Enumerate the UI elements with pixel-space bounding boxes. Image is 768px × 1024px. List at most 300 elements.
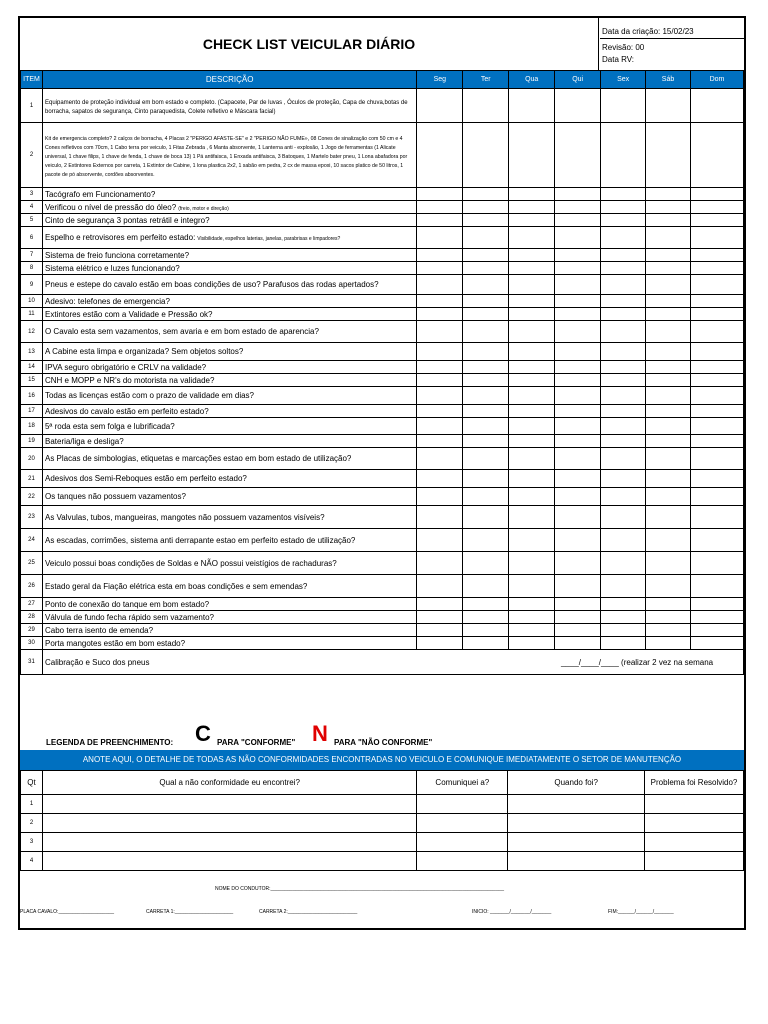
item-note: (freio, motor e direção) xyxy=(178,205,229,212)
nc-input-cell[interactable] xyxy=(508,795,645,814)
item-number: 18 xyxy=(21,418,43,435)
day-check-cell[interactable] xyxy=(601,262,646,275)
item-text: Os tanques não possuem vazamentos? xyxy=(44,492,186,501)
day-check-cell[interactable] xyxy=(417,361,463,374)
day-check-cell[interactable] xyxy=(463,435,509,448)
day-check-cell[interactable] xyxy=(691,506,744,529)
day-check-cell[interactable] xyxy=(646,470,691,488)
day-check-cell[interactable] xyxy=(601,89,646,123)
nc-input-cell[interactable] xyxy=(645,795,744,814)
item-note: Visibilidade, espelhos laterias, janelas, parabrisas e limpadores? xyxy=(197,236,341,242)
day-check-cell[interactable] xyxy=(417,529,463,552)
day-check-cell[interactable] xyxy=(601,321,646,343)
day-check-cell[interactable] xyxy=(509,387,555,405)
day-check-cell[interactable] xyxy=(601,529,646,552)
day-check-cell[interactable] xyxy=(463,188,509,201)
day-check-cell[interactable] xyxy=(555,361,601,374)
day-check-cell[interactable] xyxy=(646,227,691,249)
day-check-cell[interactable] xyxy=(463,470,509,488)
day-check-cell[interactable] xyxy=(509,405,555,418)
nc-input-cell[interactable] xyxy=(508,814,645,833)
item-text: A Cabine esta limpa e organizada? Sem objetos soltos? xyxy=(44,347,244,356)
item-number: 30 xyxy=(21,637,43,650)
day-check-cell[interactable] xyxy=(417,575,463,598)
day-check-cell[interactable] xyxy=(509,321,555,343)
day-check-cell[interactable] xyxy=(555,262,601,275)
day-check-cell[interactable] xyxy=(691,275,744,295)
start-date-field[interactable]: INICIO: _______/_______/_______ xyxy=(472,909,552,915)
day-check-cell[interactable] xyxy=(646,637,691,650)
day-check-cell[interactable] xyxy=(646,387,691,405)
day-check-cell[interactable] xyxy=(601,470,646,488)
day-check-cell[interactable] xyxy=(646,89,691,123)
day-check-cell[interactable] xyxy=(555,343,601,361)
day-check-cell[interactable] xyxy=(509,435,555,448)
day-check-cell[interactable] xyxy=(601,227,646,249)
day-check-cell[interactable] xyxy=(601,435,646,448)
day-check-cell[interactable] xyxy=(463,488,509,506)
day-check-cell[interactable] xyxy=(691,374,744,387)
day-check-cell[interactable] xyxy=(646,308,691,321)
item-description xyxy=(42,650,743,675)
day-check-cell[interactable] xyxy=(646,611,691,624)
day-check-cell[interactable] xyxy=(463,529,509,552)
item-text: Equipamento de proteção individual em bom estado e completo. (Capacete, Par de luvas , Óculos de proteção, Capa de chuva,botas de borracha, sapatos de segurança, Cinto paraquedista, Colete refletivo e Máscara facial) xyxy=(44,99,408,115)
day-check-cell[interactable] xyxy=(646,361,691,374)
day-check-cell[interactable] xyxy=(509,624,555,637)
item-text: Sistema de freio funciona corretamente? xyxy=(44,250,190,260)
day-check-cell[interactable] xyxy=(509,343,555,361)
day-check-cell[interactable] xyxy=(555,387,601,405)
day-check-cell[interactable] xyxy=(646,418,691,435)
table-row xyxy=(21,650,744,675)
column-header: Sex xyxy=(601,71,646,89)
day-check-cell[interactable] xyxy=(509,308,555,321)
day-check-cell[interactable] xyxy=(646,598,691,611)
day-check-cell[interactable] xyxy=(555,529,601,552)
day-check-cell[interactable] xyxy=(601,374,646,387)
item-description xyxy=(42,448,416,470)
item-number: 25 xyxy=(21,552,43,575)
day-check-cell[interactable] xyxy=(691,123,744,188)
nc-row xyxy=(21,852,744,871)
nc-input-cell[interactable] xyxy=(42,833,416,852)
day-check-cell[interactable] xyxy=(463,227,509,249)
day-check-cell[interactable] xyxy=(509,123,555,188)
day-check-cell[interactable] xyxy=(417,188,463,201)
item-description xyxy=(42,506,416,529)
day-check-cell[interactable] xyxy=(555,214,601,227)
day-check-cell[interactable] xyxy=(646,405,691,418)
day-check-cell[interactable] xyxy=(463,249,509,262)
table-row xyxy=(21,249,744,262)
item-description xyxy=(42,637,416,650)
day-check-cell[interactable] xyxy=(601,308,646,321)
legend-n-letter: N xyxy=(312,721,328,746)
day-check-cell[interactable] xyxy=(691,361,744,374)
table-row xyxy=(21,374,744,387)
day-check-cell[interactable] xyxy=(509,361,555,374)
day-check-cell[interactable] xyxy=(691,448,744,470)
nc-input-cell[interactable] xyxy=(42,814,416,833)
day-check-cell[interactable] xyxy=(691,262,744,275)
day-check-cell[interactable] xyxy=(417,295,463,308)
day-check-cell[interactable] xyxy=(417,275,463,295)
day-check-cell[interactable] xyxy=(555,227,601,249)
day-check-cell[interactable] xyxy=(509,598,555,611)
nc-input-cell[interactable] xyxy=(42,852,416,871)
table-row xyxy=(21,448,744,470)
day-check-cell[interactable] xyxy=(555,611,601,624)
day-check-cell[interactable] xyxy=(509,611,555,624)
day-check-cell[interactable] xyxy=(463,448,509,470)
day-check-cell[interactable] xyxy=(646,624,691,637)
day-check-cell[interactable] xyxy=(417,418,463,435)
day-check-cell[interactable] xyxy=(555,321,601,343)
day-check-cell[interactable] xyxy=(646,448,691,470)
day-check-cell[interactable] xyxy=(463,201,509,214)
nc-input-cell[interactable] xyxy=(645,814,744,833)
table-row xyxy=(21,295,744,308)
day-check-cell[interactable] xyxy=(463,611,509,624)
day-check-cell[interactable] xyxy=(463,214,509,227)
day-check-cell[interactable] xyxy=(417,89,463,123)
day-check-cell[interactable] xyxy=(691,637,744,650)
day-check-cell[interactable] xyxy=(555,275,601,295)
day-check-cell[interactable] xyxy=(601,295,646,308)
day-check-cell[interactable] xyxy=(646,488,691,506)
table-row xyxy=(21,321,744,343)
day-check-cell[interactable] xyxy=(691,227,744,249)
day-check-cell[interactable] xyxy=(417,506,463,529)
legend-c-letter: C xyxy=(195,721,211,746)
nc-row-number: 1 xyxy=(21,795,43,814)
item-text: Cinto de segurança 3 pontas retrátil e integro? xyxy=(44,215,210,225)
day-check-cell[interactable] xyxy=(509,448,555,470)
day-check-cell[interactable] xyxy=(691,214,744,227)
day-check-cell[interactable] xyxy=(555,405,601,418)
day-check-cell[interactable] xyxy=(463,343,509,361)
driver-name-field[interactable]: NOME DO CONDUTOR:____________________________________________________________________________________ xyxy=(215,886,505,892)
day-check-cell[interactable] xyxy=(463,321,509,343)
item-text: Calibração e Suco dos pneus xyxy=(44,657,150,667)
item-description xyxy=(42,361,416,374)
day-check-cell[interactable] xyxy=(509,89,555,123)
day-check-cell[interactable] xyxy=(601,343,646,361)
day-check-cell[interactable] xyxy=(555,470,601,488)
day-check-cell[interactable] xyxy=(555,506,601,529)
day-check-cell[interactable] xyxy=(555,448,601,470)
day-check-cell[interactable] xyxy=(509,470,555,488)
day-check-cell[interactable] xyxy=(646,343,691,361)
day-check-cell[interactable] xyxy=(555,488,601,506)
checklist-table xyxy=(20,70,744,675)
nc-column-header: Qt xyxy=(21,771,43,795)
table-row xyxy=(21,488,744,506)
day-check-cell[interactable] xyxy=(417,321,463,343)
day-check-cell[interactable] xyxy=(463,418,509,435)
day-check-cell[interactable] xyxy=(646,262,691,275)
table-row xyxy=(21,506,744,529)
table-row xyxy=(21,552,744,575)
day-check-cell[interactable] xyxy=(691,611,744,624)
day-check-cell[interactable] xyxy=(555,188,601,201)
day-check-cell[interactable] xyxy=(646,214,691,227)
table-row xyxy=(21,201,744,214)
day-check-cell[interactable] xyxy=(417,249,463,262)
day-check-cell[interactable] xyxy=(417,611,463,624)
day-check-cell[interactable] xyxy=(601,275,646,295)
item-number: 26 xyxy=(21,575,43,598)
day-check-cell[interactable] xyxy=(691,188,744,201)
item-number: 23 xyxy=(21,506,43,529)
day-check-cell[interactable] xyxy=(417,308,463,321)
day-check-cell[interactable] xyxy=(601,598,646,611)
day-check-cell[interactable] xyxy=(463,405,509,418)
table-row xyxy=(21,387,744,405)
plate-field[interactable]: PLACA CAVALO:____________________ xyxy=(20,909,115,915)
day-check-cell[interactable] xyxy=(601,624,646,637)
day-check-cell[interactable] xyxy=(417,637,463,650)
day-check-cell[interactable] xyxy=(691,624,744,637)
day-check-cell[interactable] xyxy=(601,552,646,575)
nc-input-cell[interactable] xyxy=(42,795,416,814)
item-text: Estado geral da Fiação elétrica esta em boas condições e sem emendas? xyxy=(44,581,308,591)
day-check-cell[interactable] xyxy=(509,214,555,227)
day-check-cell[interactable] xyxy=(555,575,601,598)
item-number: 4 xyxy=(21,201,43,214)
day-check-cell[interactable] xyxy=(691,295,744,308)
day-check-cell[interactable] xyxy=(555,89,601,123)
nc-input-cell[interactable] xyxy=(417,814,508,833)
day-check-cell[interactable] xyxy=(601,575,646,598)
day-check-cell[interactable] xyxy=(555,123,601,188)
table-row xyxy=(21,611,744,624)
nc-column-header: Quando foi? xyxy=(508,771,645,795)
header xyxy=(20,18,744,71)
nc-input-cell[interactable] xyxy=(417,795,508,814)
day-check-cell[interactable] xyxy=(417,470,463,488)
day-check-cell[interactable] xyxy=(646,374,691,387)
day-check-cell[interactable] xyxy=(463,374,509,387)
day-check-cell[interactable] xyxy=(463,295,509,308)
item-number: 27 xyxy=(21,598,43,611)
item-description xyxy=(42,575,416,598)
day-check-cell[interactable] xyxy=(417,405,463,418)
day-check-cell[interactable] xyxy=(463,361,509,374)
day-check-cell[interactable] xyxy=(509,506,555,529)
day-check-cell[interactable] xyxy=(509,529,555,552)
day-check-cell[interactable] xyxy=(417,624,463,637)
day-check-cell[interactable] xyxy=(555,552,601,575)
day-check-cell[interactable] xyxy=(691,529,744,552)
item-number: 8 xyxy=(21,262,43,275)
day-check-cell[interactable] xyxy=(417,488,463,506)
day-check-cell[interactable] xyxy=(691,405,744,418)
day-check-cell[interactable] xyxy=(509,227,555,249)
legend xyxy=(20,721,744,750)
item-text: Pneus e estepe do cavalo estão em boas condições de uso? Parafusos das rodas apertados? xyxy=(44,280,379,289)
day-check-cell[interactable] xyxy=(646,506,691,529)
day-check-cell[interactable] xyxy=(601,506,646,529)
day-check-cell[interactable] xyxy=(601,201,646,214)
day-check-cell[interactable] xyxy=(601,448,646,470)
day-check-cell[interactable] xyxy=(601,611,646,624)
trailer1-field[interactable]: CARRETA 1:_____________________ xyxy=(146,909,234,915)
day-check-cell[interactable] xyxy=(601,488,646,506)
day-check-cell[interactable] xyxy=(555,624,601,637)
item-description xyxy=(42,488,416,506)
day-check-cell[interactable] xyxy=(691,249,744,262)
day-check-cell[interactable] xyxy=(509,637,555,650)
day-check-cell[interactable] xyxy=(555,435,601,448)
day-check-cell[interactable] xyxy=(463,387,509,405)
day-check-cell[interactable] xyxy=(555,201,601,214)
day-check-cell[interactable] xyxy=(509,552,555,575)
day-check-cell[interactable] xyxy=(463,308,509,321)
day-check-cell[interactable] xyxy=(463,552,509,575)
day-check-cell[interactable] xyxy=(509,295,555,308)
column-header: Sáb xyxy=(646,71,691,89)
nc-row xyxy=(21,814,744,833)
day-check-cell[interactable] xyxy=(509,201,555,214)
day-check-cell[interactable] xyxy=(601,249,646,262)
day-check-cell[interactable] xyxy=(417,387,463,405)
day-check-cell[interactable] xyxy=(417,552,463,575)
item-number: 24 xyxy=(21,529,43,552)
item-description xyxy=(42,321,416,343)
day-check-cell[interactable] xyxy=(463,123,509,188)
day-check-cell[interactable] xyxy=(555,637,601,650)
day-check-cell[interactable] xyxy=(691,387,744,405)
day-check-cell[interactable] xyxy=(691,321,744,343)
day-check-cell[interactable] xyxy=(463,575,509,598)
day-check-cell[interactable] xyxy=(509,275,555,295)
day-check-cell[interactable] xyxy=(417,262,463,275)
day-check-cell[interactable] xyxy=(417,201,463,214)
day-check-cell[interactable] xyxy=(463,637,509,650)
day-check-cell[interactable] xyxy=(646,295,691,308)
day-check-cell[interactable] xyxy=(601,123,646,188)
day-check-cell[interactable] xyxy=(555,598,601,611)
day-check-cell[interactable] xyxy=(691,308,744,321)
day-check-cell[interactable] xyxy=(646,321,691,343)
item-text: IPVA seguro obrigatório e CRLV na validade? xyxy=(44,362,207,372)
day-check-cell[interactable] xyxy=(509,418,555,435)
day-check-cell[interactable] xyxy=(509,249,555,262)
day-check-cell[interactable] xyxy=(646,188,691,201)
day-check-cell[interactable] xyxy=(646,575,691,598)
item-number: 5 xyxy=(21,214,43,227)
creation-date: Data da criação: 15/02/23 xyxy=(602,27,694,36)
day-check-cell[interactable] xyxy=(417,227,463,249)
date-rv: Data RV: xyxy=(602,55,635,64)
day-check-cell[interactable] xyxy=(463,262,509,275)
day-check-cell[interactable] xyxy=(691,201,744,214)
nc-input-cell[interactable] xyxy=(417,852,508,871)
item-text: Adesivo: telefones de emergencia? xyxy=(44,296,170,306)
day-check-cell[interactable] xyxy=(691,89,744,123)
day-check-cell[interactable] xyxy=(691,435,744,448)
day-check-cell[interactable] xyxy=(691,488,744,506)
document-meta xyxy=(600,18,744,70)
nc-input-cell[interactable] xyxy=(508,852,645,871)
day-check-cell[interactable] xyxy=(509,488,555,506)
day-check-cell[interactable] xyxy=(601,214,646,227)
item-description xyxy=(42,624,416,637)
meta-divider xyxy=(600,38,744,39)
day-check-cell[interactable] xyxy=(691,552,744,575)
day-check-cell[interactable] xyxy=(555,249,601,262)
day-check-cell[interactable] xyxy=(691,343,744,361)
item-description xyxy=(42,470,416,488)
day-check-cell[interactable] xyxy=(417,435,463,448)
nc-input-cell[interactable] xyxy=(508,833,645,852)
day-check-cell[interactable] xyxy=(463,89,509,123)
trailer2-field[interactable]: CARRETA 2:_________________________ xyxy=(259,909,358,915)
day-check-cell[interactable] xyxy=(463,598,509,611)
day-check-cell[interactable] xyxy=(509,188,555,201)
day-check-cell[interactable] xyxy=(601,188,646,201)
day-check-cell[interactable] xyxy=(417,448,463,470)
day-check-cell[interactable] xyxy=(646,275,691,295)
day-check-cell[interactable] xyxy=(646,123,691,188)
day-check-cell[interactable] xyxy=(646,552,691,575)
day-check-cell[interactable] xyxy=(601,405,646,418)
day-check-cell[interactable] xyxy=(646,529,691,552)
day-check-cell[interactable] xyxy=(691,598,744,611)
day-check-cell[interactable] xyxy=(417,374,463,387)
day-check-cell[interactable] xyxy=(555,308,601,321)
item-text: As escadas, corrimões, sistema anti derrapante estao em perfeito estado de utilização? xyxy=(44,535,356,545)
day-check-cell[interactable] xyxy=(509,262,555,275)
legend-c-text: PARA "CONFORME" xyxy=(217,738,296,747)
day-check-cell[interactable] xyxy=(691,575,744,598)
item-description xyxy=(42,418,416,435)
nc-column-header: Qual a não conformidade eu encontrei? xyxy=(42,771,416,795)
item-number: 3 xyxy=(21,188,43,201)
day-check-cell[interactable] xyxy=(417,598,463,611)
item-number: 21 xyxy=(21,470,43,488)
day-check-cell[interactable] xyxy=(509,374,555,387)
day-check-cell[interactable] xyxy=(646,249,691,262)
nc-input-cell[interactable] xyxy=(645,852,744,871)
day-check-cell[interactable] xyxy=(417,343,463,361)
nc-input-cell[interactable] xyxy=(645,833,744,852)
day-check-cell[interactable] xyxy=(601,361,646,374)
end-date-field[interactable]: FIM:______/______/_______ xyxy=(608,909,674,915)
day-check-cell[interactable] xyxy=(601,418,646,435)
day-check-cell[interactable] xyxy=(509,575,555,598)
day-check-cell[interactable] xyxy=(555,418,601,435)
day-check-cell[interactable] xyxy=(691,418,744,435)
column-header: DESCRIÇÃO xyxy=(42,71,416,89)
day-check-cell[interactable] xyxy=(555,374,601,387)
nc-input-cell[interactable] xyxy=(417,833,508,852)
day-check-cell[interactable] xyxy=(417,123,463,188)
day-check-cell[interactable] xyxy=(463,624,509,637)
day-check-cell[interactable] xyxy=(463,275,509,295)
day-check-cell[interactable] xyxy=(463,506,509,529)
day-check-cell[interactable] xyxy=(601,387,646,405)
day-check-cell[interactable] xyxy=(646,201,691,214)
day-check-cell[interactable] xyxy=(691,470,744,488)
item-description xyxy=(42,598,416,611)
day-check-cell[interactable] xyxy=(646,435,691,448)
day-check-cell[interactable] xyxy=(555,295,601,308)
day-check-cell[interactable] xyxy=(601,637,646,650)
day-check-cell[interactable] xyxy=(417,214,463,227)
